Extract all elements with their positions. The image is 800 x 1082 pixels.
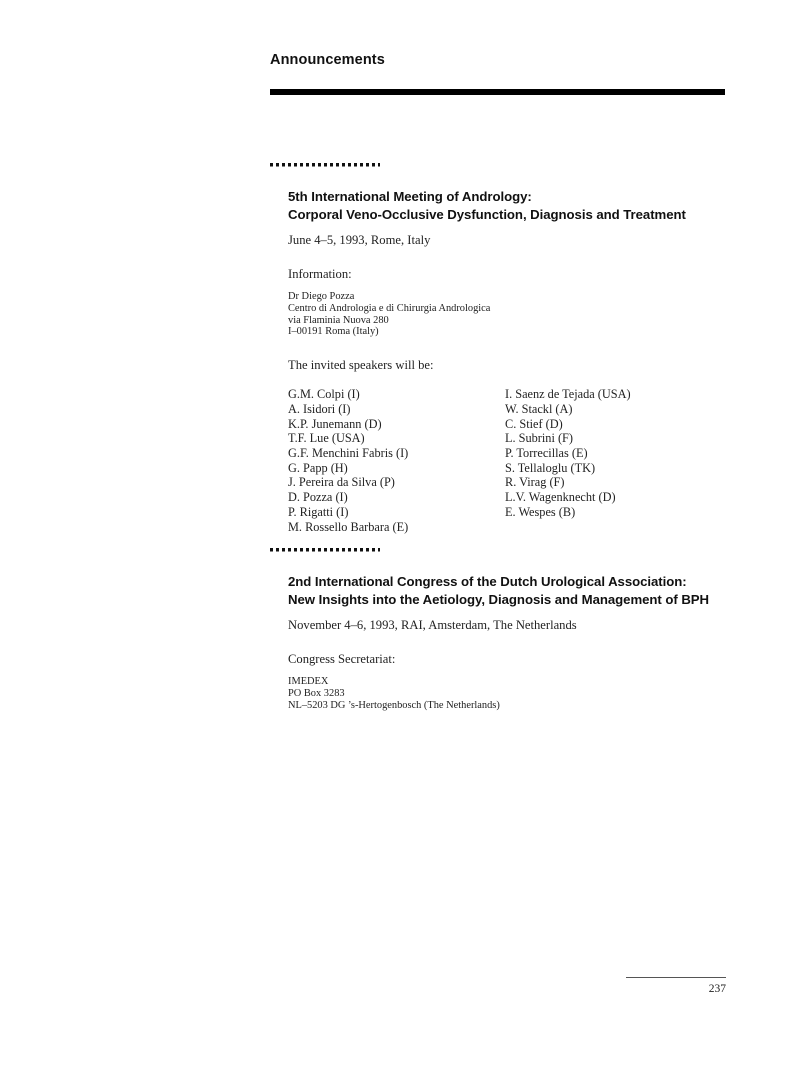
list-item: P. Rigatti (I)	[288, 504, 349, 519]
section-1-title-line2: Corporal Veno-Occlusive Dysfunction, Diagnosis and Treatment	[288, 206, 686, 222]
list-item: J. Pereira da Silva (P)	[288, 475, 395, 490]
section-1-title-line1: 5th International Meeting of Andrology:	[288, 189, 532, 204]
list-item: A. Isidori (I)	[288, 401, 351, 416]
list-item: T.F. Lue (USA)	[288, 431, 365, 446]
address-line: I–00191 Roma (Italy)	[288, 326, 379, 338]
announcement-section-2	[288, 573, 718, 711]
list-item: C. Stief (D)	[505, 416, 563, 431]
section-2-title-line1: 2nd International Congress of the Dutch Urological Association:	[288, 574, 687, 589]
speaker-column-right	[505, 387, 631, 519]
address-line: via Flaminia Nuova 280	[288, 314, 389, 326]
address-line: IMEDEX	[288, 676, 329, 687]
section-2-contact-label: Congress Secretariat:	[288, 652, 396, 666]
header-rule	[270, 89, 725, 95]
running-head: Announcements	[270, 52, 385, 68]
section-2-title-line2: New Insights into the Aetiology, Diagnosis and Management of BPH	[288, 591, 710, 607]
address-line: NL–5203 DG ’s-Hertogenbosch (The Netherlands)	[288, 699, 500, 711]
list-item: K.P. Junemann (D)	[288, 416, 382, 431]
list-item: G.M. Colpi (I)	[288, 387, 360, 402]
list-item: P. Torrecillas (E)	[505, 446, 588, 460]
footer-rule	[626, 977, 726, 978]
list-item: W. Stackl (A)	[505, 401, 573, 416]
address-line: Dr Diego Pozza	[288, 291, 355, 302]
address-line: PO Box 3283	[288, 687, 345, 699]
list-item: G.F. Menchini Fabris (I)	[288, 446, 409, 460]
address-line: Centro di Andrologia e di Chirurgia Andrologica	[288, 302, 491, 314]
section-marker-1	[270, 160, 380, 169]
list-item: S. Tellaloglu (TK)	[505, 460, 596, 475]
announcement-section-1	[288, 188, 718, 537]
list-item: M. Rossello Barbara (E)	[288, 519, 409, 534]
list-item: R. Virag (F)	[505, 475, 565, 490]
list-item: I. Saenz de Tejada (USA)	[505, 387, 631, 402]
section-2-address	[288, 676, 718, 711]
section-1-address	[288, 291, 718, 338]
list-item: L.V. Wagenknecht (D)	[505, 490, 616, 505]
section-marker-2	[270, 545, 380, 554]
list-item: G. Papp (H)	[288, 460, 348, 475]
section-1-contact-label: Information:	[288, 267, 352, 281]
section-1-date-location: June 4–5, 1993, Rome, Italy	[288, 233, 431, 247]
page-number: 237	[708, 983, 726, 995]
speaker-column-left	[288, 387, 408, 534]
section-1-speaker-list	[288, 387, 718, 537]
section-2-date-location: November 4–6, 1993, RAI, Amsterdam, The Netherlands	[288, 618, 577, 632]
list-item: D. Pozza (I)	[288, 490, 348, 505]
section-1-speakers-intro: The invited speakers will be:	[288, 358, 434, 373]
list-item: E. Wespes (B)	[505, 504, 576, 519]
list-item: L. Subrini (F)	[505, 431, 573, 446]
